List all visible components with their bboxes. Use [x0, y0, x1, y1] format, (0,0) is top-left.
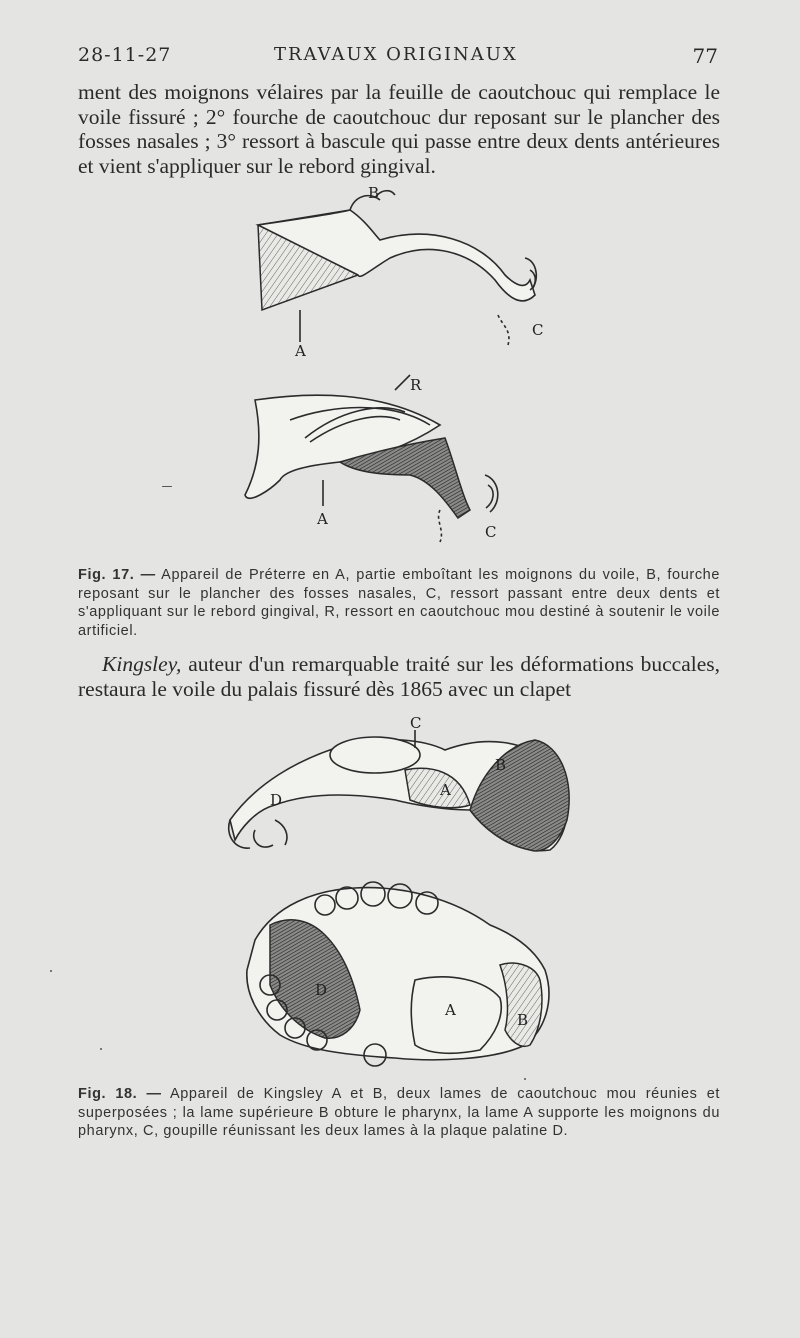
figure-18-caption-label: Fig. 18. —: [78, 1086, 162, 1102]
paragraph-2-name: Kingsley,: [102, 652, 182, 676]
paper-speck: [100, 1048, 102, 1050]
header-title: TRAVAUX ORIGINAUX: [274, 44, 518, 65]
figure-17-caption-text: Appareil de Préterre en A, partie emboîtant les moignons du voile, B, fourche reposant sur le plancher des fosses nasales, C, ressort passant entre deux dents et s'appliquant sur le rebord gingival, R, ressort en caoutchouc mou destiné à soutenir le voile artificiel.: [78, 567, 720, 639]
paper-speck: [162, 486, 172, 487]
fig18-label-d-top: D: [270, 791, 283, 809]
fig18-label-b-top: B: [495, 756, 507, 774]
fig17-label-c-bottom: C: [485, 523, 497, 541]
fig17-label-c-top: C: [532, 321, 544, 339]
figure-17-illustration: [230, 180, 560, 560]
figure-18-illustration: [215, 710, 585, 1085]
paragraph-2-text: auteur d'un remarquable traité sur les déformations buccales, restaura le voile du palais fissuré dès 1865 avec un clapet: [78, 652, 720, 701]
fig17-label-r: R: [410, 376, 422, 394]
paper-speck: [524, 1078, 526, 1080]
figure-17-caption-label: Fig. 17. —: [78, 567, 156, 583]
fig18-label-c: C: [410, 714, 422, 732]
running-header: [78, 44, 718, 72]
paragraph-1: ment des moignons vélaires par la feuille de caoutchouc qui remplace le voile fissuré ; 2° fourche de caoutchouc dur reposant sur le plancher des fosses nasales ; 3° ressort à bascule qui passe entre deux dents antérieures et vient s'appliquer sur le rebord gingival.: [78, 80, 720, 178]
figure-18-caption-text: Appareil de Kingsley A et B, deux lames de caoutchouc mou réunies et superposées ; la lame supérieure B obture le pharynx, la lame A supporte les moignons du pharynx, C, goupille réunissant les deux lames à la plaque palatine D.: [78, 1086, 720, 1139]
paragraph-2: [78, 652, 720, 701]
fig18-label-a-bottom: A: [445, 1001, 456, 1019]
fig18-label-d-bottom: D: [315, 981, 328, 999]
figure-17-caption: [78, 566, 720, 640]
header-date: 28-11-27: [78, 44, 172, 66]
figure-18-caption: [78, 1085, 720, 1141]
fig17-label-b: B: [368, 184, 380, 202]
page-number: 77: [692, 44, 718, 68]
fig18-label-b-bottom: B: [517, 1011, 529, 1029]
fig18-label-a-top: A: [440, 781, 451, 799]
fig17-label-a-bottom: A: [317, 510, 328, 528]
paper-speck: [50, 970, 52, 972]
fig17-label-a-top: A: [295, 342, 306, 360]
